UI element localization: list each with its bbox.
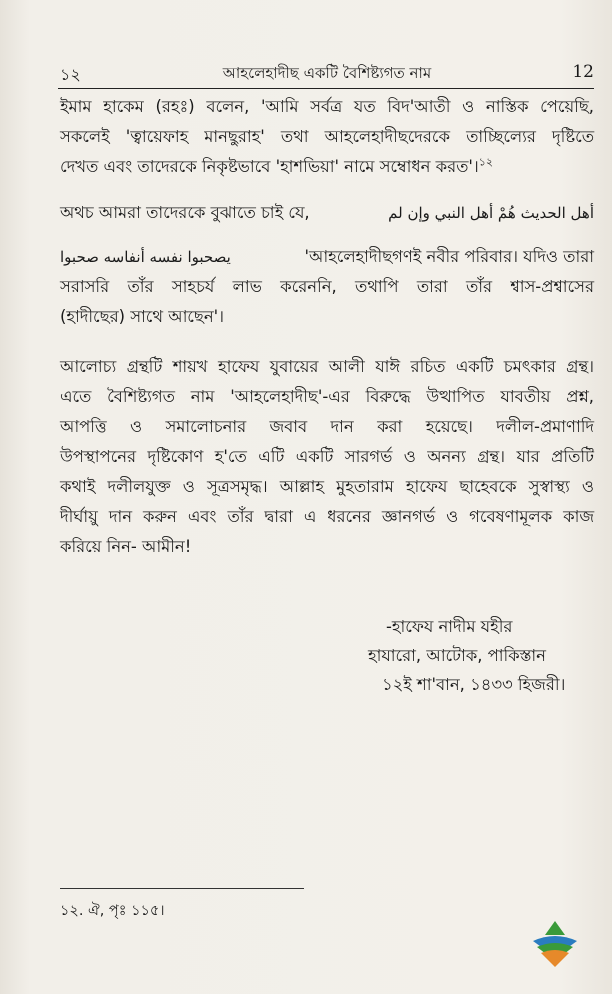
paragraph-line-text: দেখত এবং তাদেরকে নিকৃষ্টভাবে 'হাশভিয়া' নামে সম্বোধন করত'। [60, 157, 479, 176]
paragraph-line: সরাসরি তাঁর সাহচর্য লাভ করেননি, তথাপি তারা তাঁর শ্বাস-প্রশ্বাসের [60, 277, 594, 296]
page-header [60, 62, 594, 86]
paragraph-line: উপস্থাপনের দৃষ্টিকোণ হ'তে এটি একটি সারগর্ভ ও অনন্য গ্রন্থ। যার প্রতিটি [60, 447, 594, 466]
footnote-divider [60, 888, 304, 889]
paragraph-line: দীর্ঘায়ু দান করুন এবং তাঁর দ্বারা এ ধরনের জ্ঞানগর্ভ ও গবেষণামূলক কাজ [60, 507, 594, 526]
paragraph-3 [60, 352, 594, 562]
arabic-quote: يصحبوا نفسه أنفاسه صحبوا [60, 248, 231, 266]
signatory-name: -হাফেয নাদীম যহীর [386, 617, 513, 636]
paragraph-line-text: অথচ আমরা তাদেরকে বুঝাতে চাই যে, [60, 203, 310, 222]
signature-block [368, 612, 566, 699]
footnote: ১২. ঐ, পৃঃ ১১৫। [60, 903, 165, 919]
paragraph-line: সকলেই 'ত্বায়েফাহ মানছুরাহ' তথা আহলেহাদীছদেরকে তাচ্ছিল্যের দৃষ্টিতে [60, 127, 594, 146]
running-title: আহলেহাদীছ একটি বৈশিষ্ট্যগত নাম [222, 64, 432, 82]
paragraph-line: করিয়ে নিন- আমীন! [60, 537, 192, 556]
publisher-logo-icon [527, 917, 583, 973]
arabic-quote: أهل الحديث هُمْ أهل النبي وإن لم [388, 204, 594, 222]
paragraph-line [60, 152, 594, 182]
paragraph-2 [60, 198, 594, 332]
paragraph-line [60, 242, 594, 272]
paragraph-line [60, 198, 594, 228]
page-number-bengali: ১২ [60, 65, 81, 84]
signature-date: ১২ই শা'বান, ১৪৩৩ হিজরী। [382, 675, 566, 694]
paragraph-1 [60, 92, 594, 182]
paragraph-line: (হাদীছের) সাথে আছেন'। [60, 307, 224, 326]
paragraph-line-text: 'আহলেহাদীছগণই নবীর পরিবার। যদিও তারা [304, 247, 594, 266]
paragraph-line: আপত্তি ও সমালোচনার জবাব দান করা হয়েছে। দলীল-প্রমাণাদি [60, 417, 594, 436]
page-number: 12 [572, 62, 594, 82]
paragraph-line: কথাই দলীলযুক্ত ও সূত্রসমৃদ্ধ। আল্লাহ মুহতারাম হাফেয ছাহেবকে সুস্বাস্থ্য ও [60, 477, 594, 496]
paragraph-line: এতে বৈশিষ্ট্যগত নাম 'আহলেহাদীছ'-এর বিরুদ্ধে উত্থাপিত যাবতীয় প্রশ্ন, [60, 387, 594, 406]
footnote-reference: ১২ [478, 155, 494, 169]
signatory-place: হাযারো, আটোক, পাকিস্তান [368, 646, 546, 665]
paragraph-line: আলোচ্য গ্রন্থটি শায়খ হাফেয যুবায়ের আলী যাঈ রচিত একটি চমৎকার গ্রন্থ। [60, 357, 594, 376]
paragraph-line: ইমাম হাকেম (রহঃ) বলেন, 'আমি সর্বত্র যত বিদ'আতী ও নাস্তিক পেয়েছি, [60, 97, 594, 116]
header-divider [58, 88, 594, 89]
